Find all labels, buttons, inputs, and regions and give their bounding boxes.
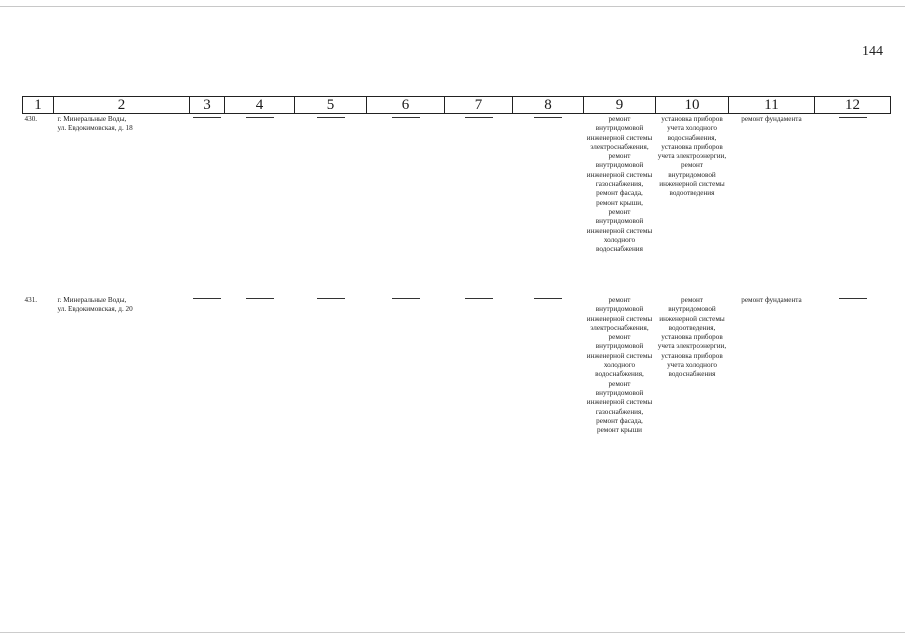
column-header: 11 <box>729 97 815 114</box>
column-header: 5 <box>295 97 367 114</box>
dash-mark <box>392 298 420 299</box>
work-cell-col10: установка приборов учета холодного водоснабжения, установка приборов учета электроэнергии, ремонт внутридомовой инженерной системы водоотведения <box>657 115 727 198</box>
empty-cell <box>513 295 584 486</box>
address-city: г. Минеральные Воды, <box>57 296 127 304</box>
column-header: 10 <box>656 97 729 114</box>
work-cell-col11: ремонт фундамента <box>741 296 802 304</box>
scan-edge-top <box>0 6 905 7</box>
dash-mark <box>465 117 493 118</box>
column-header: 8 <box>513 97 584 114</box>
row-number: 431. <box>24 296 38 304</box>
work-cell-col11: ремонт фундамента <box>741 115 802 123</box>
column-header: 3 <box>190 97 225 114</box>
row-number: 430. <box>24 115 38 123</box>
empty-cell <box>225 295 295 486</box>
address-city: г. Минеральные Воды, <box>57 115 127 123</box>
dash-mark <box>193 298 221 299</box>
address-street: ул. Евдокимовская, д. 20 <box>57 305 133 314</box>
column-header: 2 <box>54 97 190 114</box>
empty-cell <box>815 295 891 486</box>
repair-schedule-table <box>22 96 891 486</box>
page-number: 144 <box>862 44 883 59</box>
column-header: 1 <box>23 97 54 114</box>
dash-mark <box>839 117 867 118</box>
empty-cell <box>190 114 225 296</box>
empty-cell <box>190 295 225 486</box>
dash-mark <box>246 117 274 118</box>
dash-mark <box>246 298 274 299</box>
empty-cell <box>295 114 367 296</box>
dash-mark <box>839 298 867 299</box>
work-cell-col9: ремонт внутридомовой инженерной системы электроснабжения, ремонт внутридомовой инженерной системы газоснабжения, ремонт фасада, ремонт крыши, ремонт внутридомовой инженерной системы холодного водоснабжения <box>586 115 653 254</box>
dash-mark <box>465 298 493 299</box>
address-cell <box>54 114 190 296</box>
column-header: 6 <box>367 97 445 114</box>
work-cell-col10: ремонт внутридомовой инженерной системы водоотведения, установка приборов учета электроэнергии, установка приборов учета холодного водоснабжения <box>657 296 727 379</box>
column-header: 7 <box>445 97 513 114</box>
dash-mark <box>317 298 345 299</box>
table-row <box>23 114 891 296</box>
column-number-row <box>23 97 891 114</box>
dash-mark <box>392 117 420 118</box>
empty-cell <box>367 295 445 486</box>
empty-cell <box>367 114 445 296</box>
dash-mark <box>193 117 221 118</box>
empty-cell <box>445 114 513 296</box>
column-header: 4 <box>225 97 295 114</box>
address-cell <box>54 295 190 486</box>
address-street: ул. Евдокимовская, д. 18 <box>57 124 133 133</box>
empty-cell <box>295 295 367 486</box>
empty-cell <box>445 295 513 486</box>
dash-mark <box>534 298 562 299</box>
scan-edge-bottom <box>0 632 905 633</box>
column-header: 9 <box>584 97 656 114</box>
column-header: 12 <box>815 97 891 114</box>
dash-mark <box>317 117 345 118</box>
dash-mark <box>534 117 562 118</box>
empty-cell <box>225 114 295 296</box>
work-cell-col9: ремонт внутридомовой инженерной системы электроснабжения, ремонт внутридомовой инженерной системы холодного водоснабжения, ремонт внутридомовой инженерной системы газоснабжения, ремонт фасада, ремонт крыши <box>586 296 653 435</box>
table-row <box>23 295 891 486</box>
empty-cell <box>815 114 891 296</box>
empty-cell <box>513 114 584 296</box>
